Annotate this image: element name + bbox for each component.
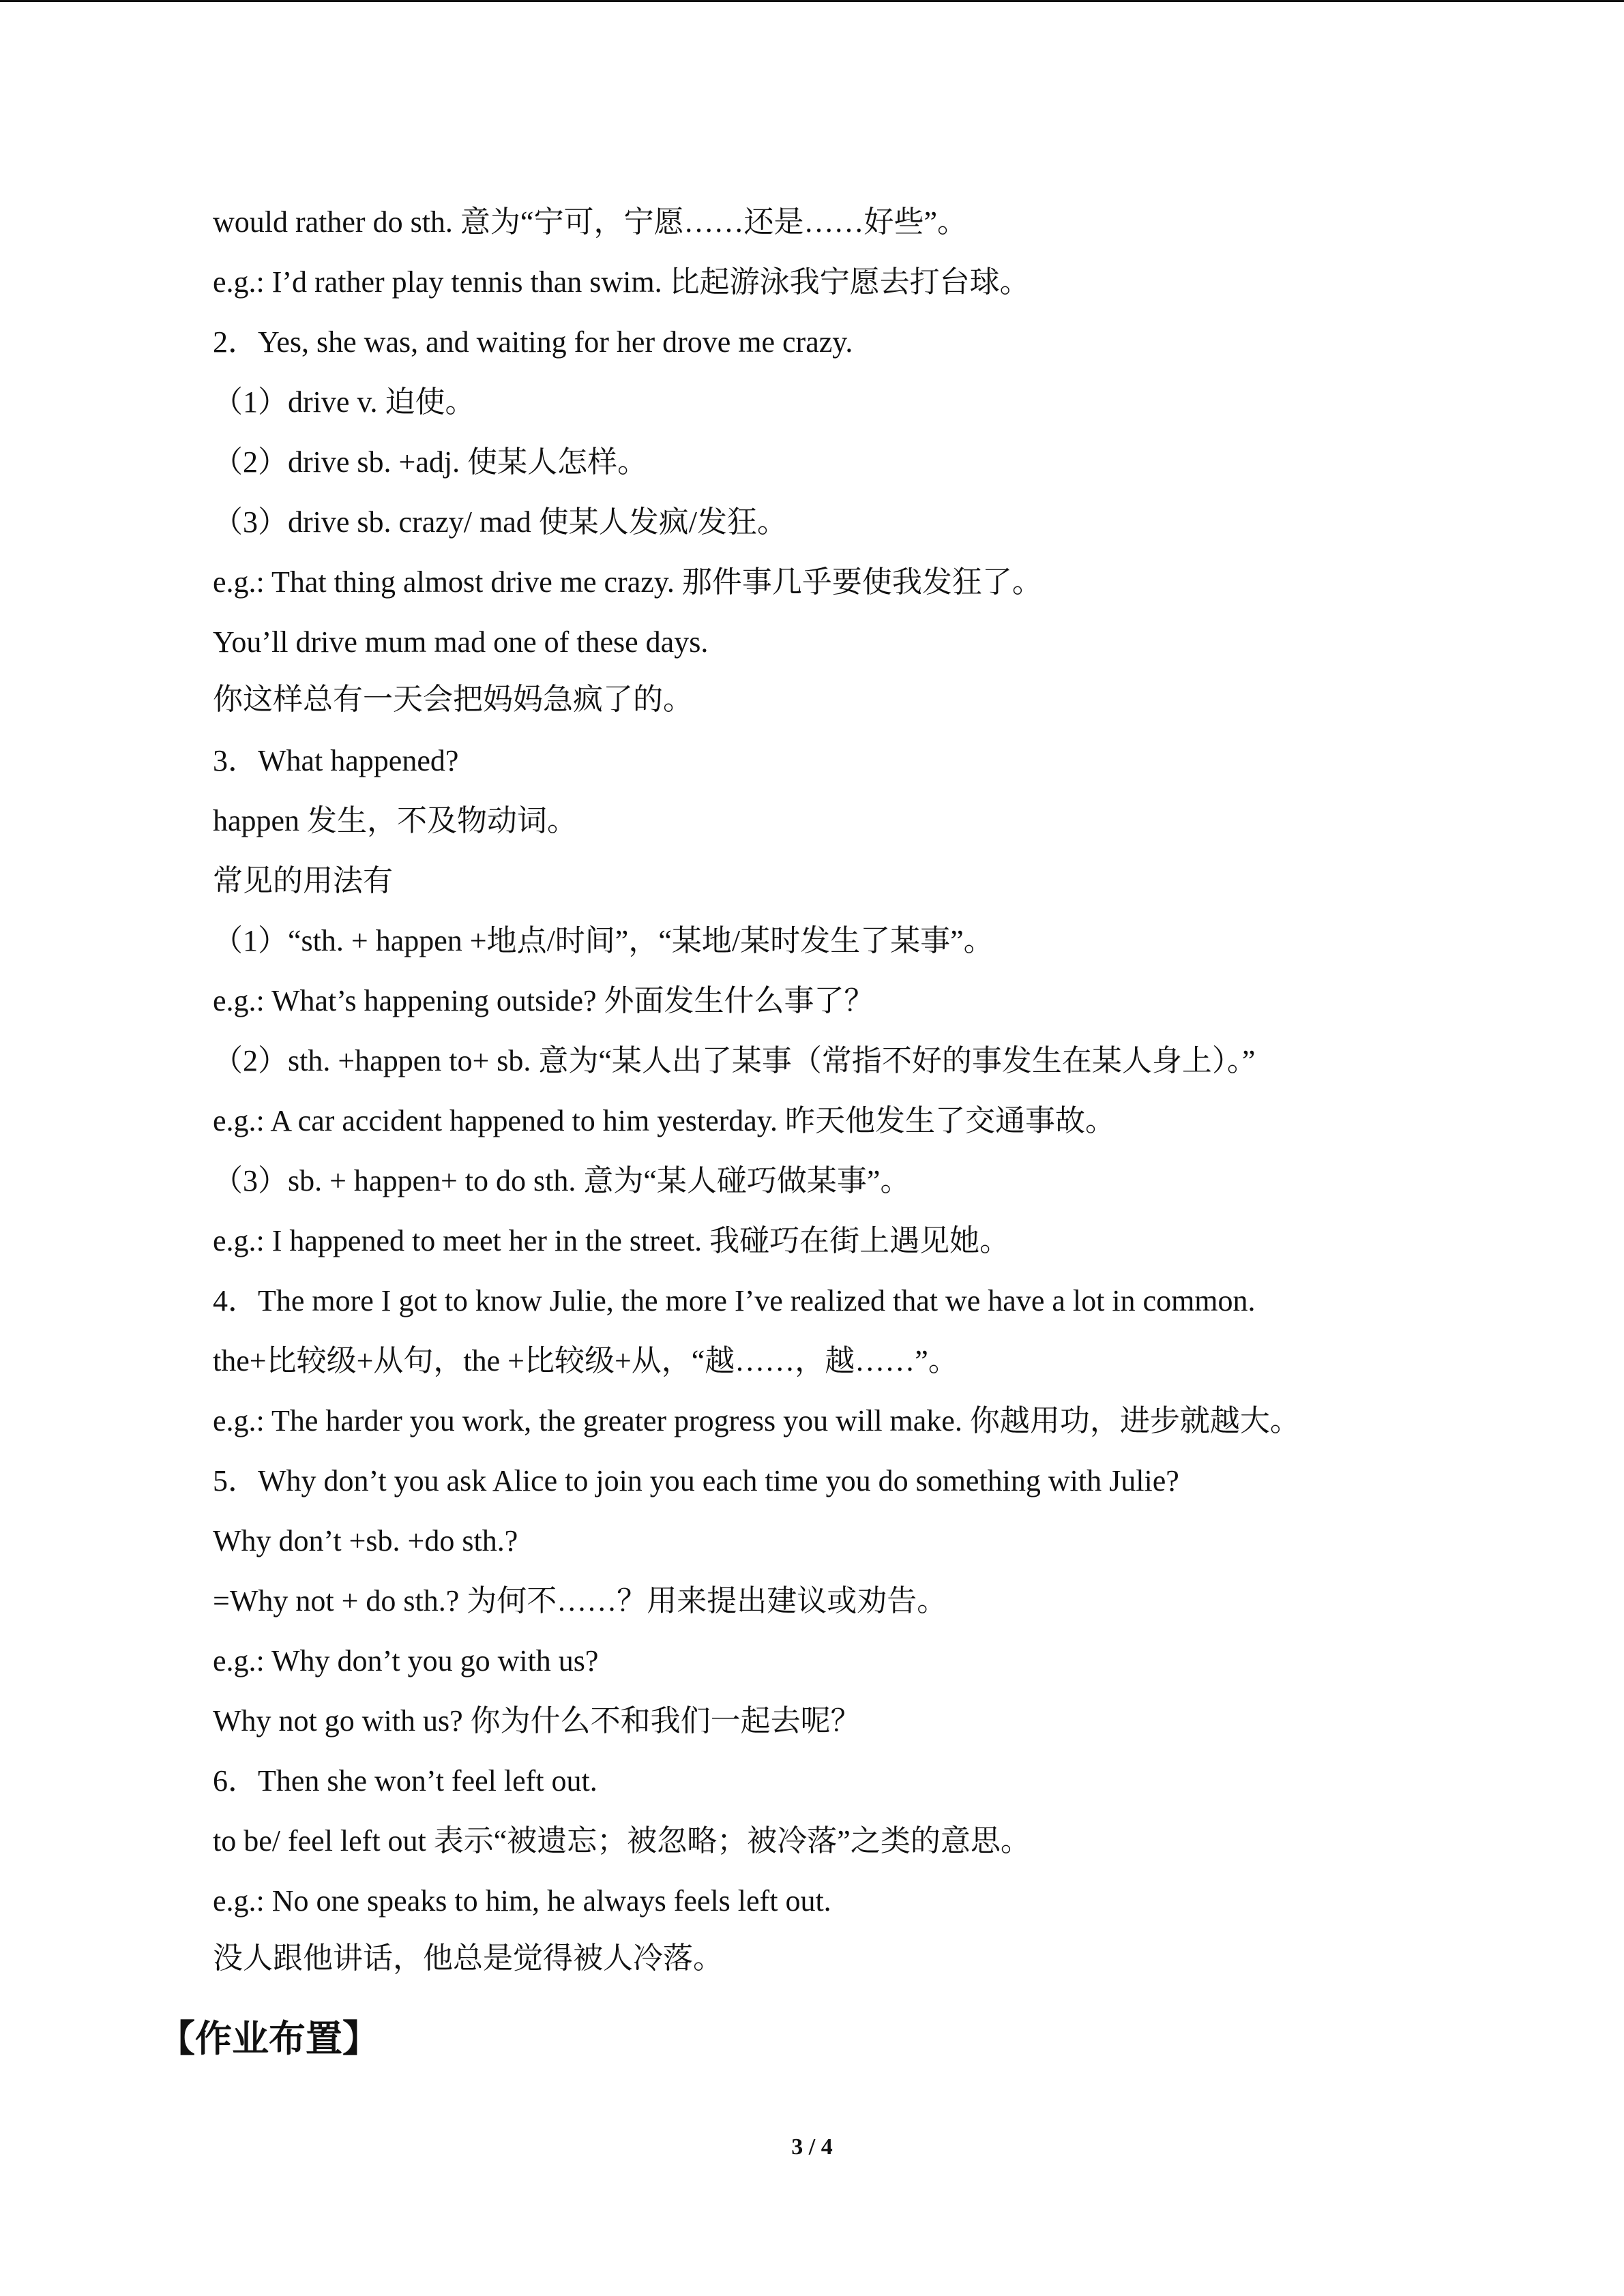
text-line: 你这样总有一天会把妈妈急疯了的。	[213, 683, 693, 716]
text-line: （2）sth. +happen to+ sb. 意为“某人出了某事（常指不好的事发生在某人身上）。”	[213, 1044, 1256, 1077]
text-line: （2）drive sb. +adj. 使某人怎样。	[213, 445, 648, 479]
text-line: e.g.: The harder you work, the greater progress you will make. 你越用功，进步就越大。	[213, 1404, 1300, 1437]
text-line: （3）sb. + happen+ to do sth. 意为“某人碰巧做某事”。	[213, 1164, 911, 1197]
text-line: （1）“sth. + happen +地点/时间”，“某地/某时发生了某事”。	[213, 924, 994, 957]
text-line: You’ll drive mum mad one of these days.	[213, 625, 709, 659]
top-border-line	[0, 0, 1624, 2]
text-line: 3．What happened?	[213, 744, 459, 777]
text-line: the+比较级+从句，the +比较级+从，“越……，越……”。	[213, 1344, 958, 1377]
text-line: happen 发生，不及物动词。	[213, 804, 578, 837]
text-line: （1）drive v. 迫使。	[213, 385, 475, 419]
text-line: e.g.: Why don’t you go with us?	[213, 1644, 599, 1678]
page-number: 3 / 4	[791, 2134, 833, 2160]
text-line: e.g.: I happened to meet her in the street. 我碰巧在街上遇见她。	[213, 1224, 1010, 1257]
text-line: 常见的用法有	[213, 864, 393, 897]
text-line: 6．Then she won’t feel left out.	[213, 1764, 597, 1798]
text-line: to be/ feel left out 表示“被遗忘；被忽略；被冷落”之类的意思。	[213, 1824, 1031, 1858]
text-line: 2．Yes, she was, and waiting for her drove me crazy.	[213, 325, 853, 359]
text-line: e.g.: I’d rather play tennis than swim. 比起游泳我宁愿去打台球。	[213, 265, 1030, 299]
text-line: e.g.: What’s happening outside? 外面发生什么事了？	[213, 984, 874, 1017]
text-line: 4．The more I got to know Julie, the more I’ve realized that we have a lot in common.	[213, 1284, 1256, 1317]
text-line: Why don’t +sb. +do sth.?	[213, 1524, 518, 1557]
text-line: would rather do sth. 意为“宁可，宁愿……还是……好些”。	[213, 205, 967, 239]
text-line: e.g.: That thing almost drive me crazy. 那件事几乎要使我发狂了。	[213, 565, 1042, 599]
text-line: （3）drive sb. crazy/ mad 使某人发疯/发狂。	[213, 505, 787, 539]
section-heading-homework: 【作业布置】	[158, 2017, 379, 2060]
text-line: 5．Why don’t you ask Alice to join you each time you do something with Julie?	[213, 1464, 1179, 1497]
text-line: 没人跟他讲话，他总是觉得被人冷落。	[213, 1941, 723, 1975]
text-line: Why not go with us? 你为什么不和我们一起去呢？	[213, 1704, 861, 1738]
text-line: e.g.: A car accident happened to him yesterday. 昨天他发生了交通事故。	[213, 1104, 1115, 1137]
text-line: =Why not + do sth.? 为何不……？用来提出建议或劝告。	[213, 1584, 947, 1617]
text-line: e.g.: No one speaks to him, he always feels left out.	[213, 1884, 831, 1918]
